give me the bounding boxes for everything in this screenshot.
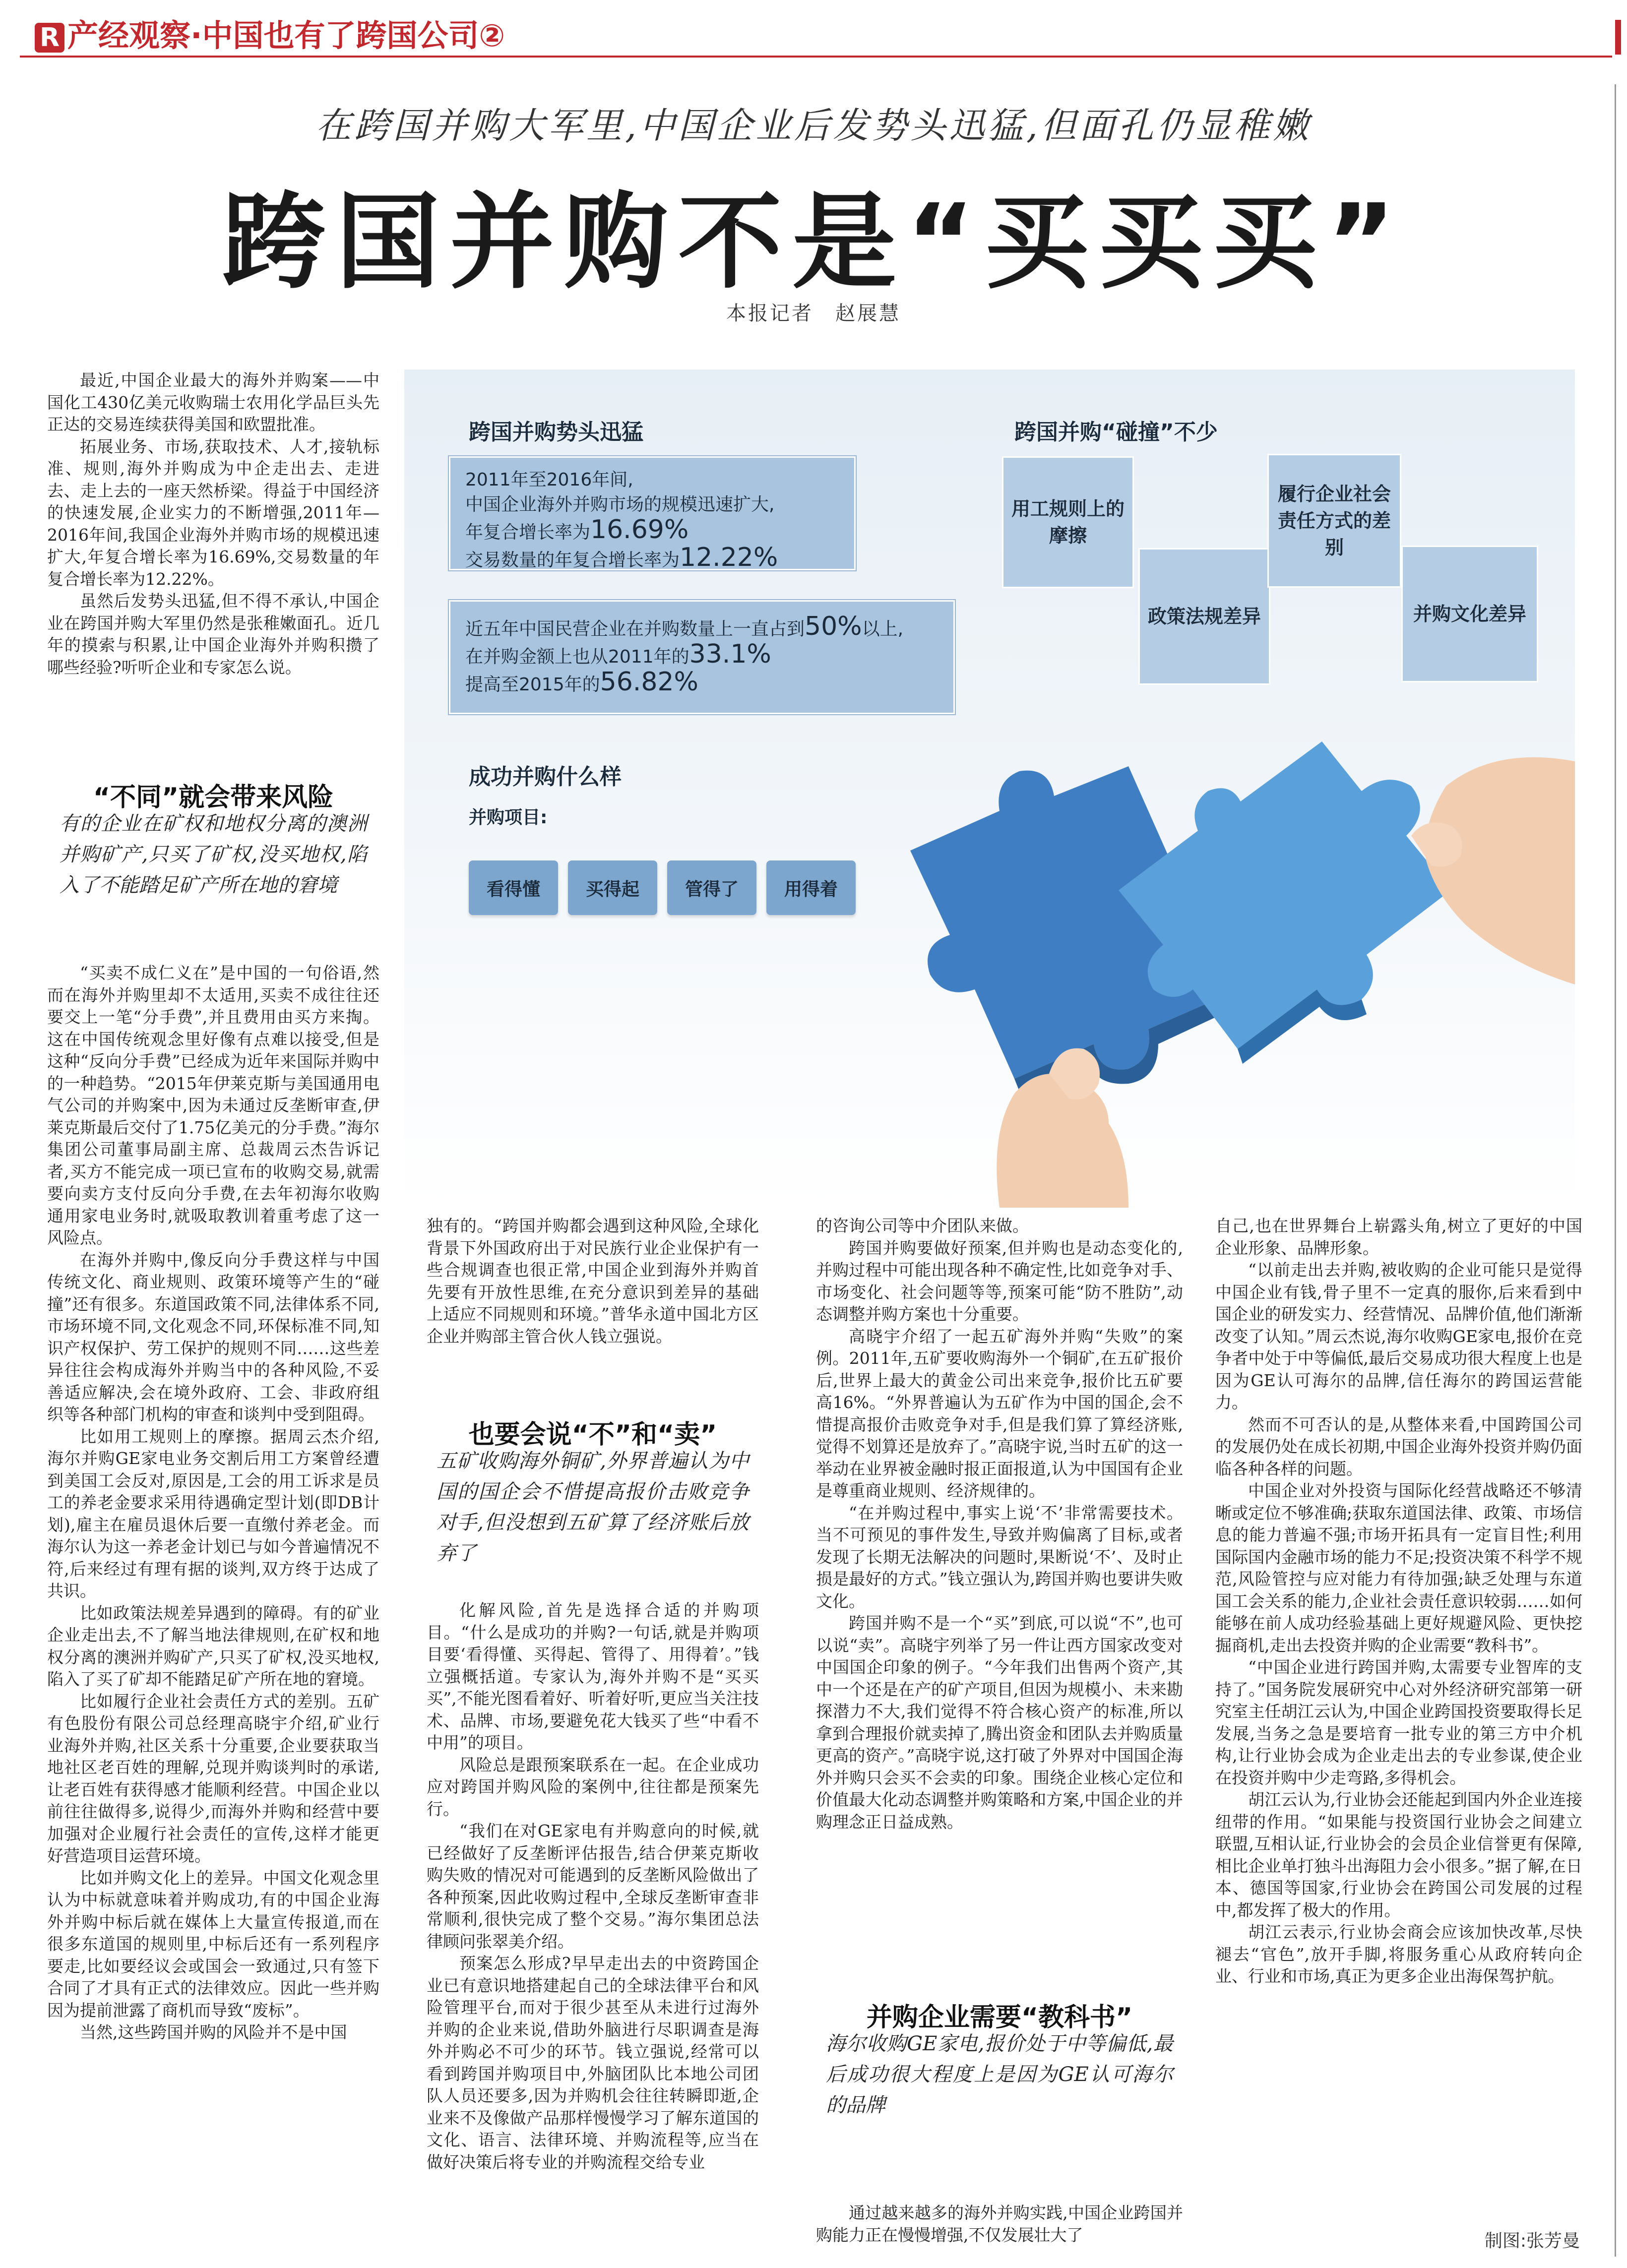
success-item-1: 看得懂 xyxy=(469,860,558,915)
paragraph: 高晓宇介绍了一起五矿海外并购“失败”的案例。2011年,五矿要收购海外一个铜矿,在五矿报价后,世界上最大的黄金公司出来竞争,报价比五矿要高16%。“外界普遍认为五矿作为中国的国企,会不惜提高报价击败竞争对手,但是我们算了算经济账,觉得不划算还是放弃了。”高晓宇说,当时五矿的这一举动在业界被金融时报正面报道,认为中国国有企业是尊重商业规则、经济规律的。 xyxy=(816,1326,1183,1500)
trend-box1-value: 12.22% xyxy=(680,543,778,572)
section-title: 产经观察·中国也有了跨国公司② xyxy=(67,17,505,54)
body-column-3b xyxy=(816,2202,1183,2252)
collision-title: 跨国并购“碰撞”不少 xyxy=(1014,420,1218,445)
collision-item-4: 并购文化差异 xyxy=(1401,546,1538,682)
paragraph: 预案怎么形成?早早走出去的中资跨国企业已有意识地搭建起自己的全球法律平台和风险管理平台,而对于很少甚至从未进行过海外并购的企业来说,借助外脑进行尽职调查是海外并购必不可少的环节。钱立强说,经常可以看到跨国并购项目中,外脑团队比本地公司团队人员还要多,因为并购机会往往转瞬即逝,企业来不及像做产品那样慢慢学习了解东道国的文化、语言、法律环境、并购流程等,应当在做好决策后将专业的并购流程交给专业 xyxy=(427,1954,759,2172)
paragraph: “以前走出去并购,被收购的企业可能只是觉得中国企业有钱,骨子里不一定真的服你,后来看到中国企业的研发实力、经营情况、品牌价值,他们渐渐改变了认知。”周云杰说,海尔收购GE家电,报价在竞争者中处于中等偏低,最后交易成功很大程度上也是因为GE认可海尔的品牌,信任海尔的跨国运营能力。 xyxy=(1215,1260,1582,1412)
intro-column xyxy=(47,369,379,678)
trend-box2-value: 33.1% xyxy=(689,639,771,669)
body-column-1 xyxy=(47,962,379,2252)
infographic xyxy=(404,369,1575,1208)
trend-box1-line: 中国企业海外并购市场的规模迅速扩大, xyxy=(465,494,775,515)
trend-box-1 xyxy=(449,456,856,570)
article-headline: 跨国并购不是“买买买” xyxy=(221,182,1406,303)
trend-box1-text: 交易数量的年复合增长率为 xyxy=(465,550,680,570)
section1-title: “不同”就会带来风险 xyxy=(93,783,334,812)
trend-box2-text: 以上, xyxy=(862,619,904,639)
trend-box1-text: 年复合增长率为 xyxy=(465,522,591,543)
paragraph: 中国企业对外投资与国际化经营战略还不够清晰或定位不够准确;获取东道国法律、政策、市场信息的能力普遍不强;市场开拓具有一定盲目性;利用国际国内金融市场的能力不足;投资决策不科学不规范,风险管控与应对能力有待加强;缺乏处理与东道国工会关系的能力,企业社会责任意识较弱……如何能够在前人成功经验基础上更好规避风险、更快挖掘商机,走出去投资并购的企业需要“教科书”。 xyxy=(1215,1481,1582,1655)
section-header xyxy=(35,11,505,55)
paragraph: 比如用工规则上的摩擦。据周云杰介绍,海尔并购GE家电业务交割后用工方案曾经遭到美国工会反对,原因是,工会的用工诉求是员工的养老金要求采用待遇确定型计划(即DB计划),雇主在雇员退休后要一直缴付养老金。而海尔认为这一养老金计划已与如今普遍情况不符,后来经过有理有据的谈判,双方终于达成了共识。 xyxy=(47,1426,379,1600)
paragraph: 化解风险,首先是选择合适的并购项目。“什么是成功的并购?一句话,就是并购项目要‘看得懂、买得起、管得了、用得着’。”钱立强概括道。专家认为,海外并购不是“买买买”,不能光图看着好、听着好听,更应当关注技术、品牌、市场,要避免花大钱买了些“中看不中用”的项目。 xyxy=(427,1600,759,1752)
body-column-4 xyxy=(1215,1215,1582,2217)
graphic-credit: 制图:张芳曼 xyxy=(1484,2231,1580,2251)
trend-box2-text: 在并购金额上也从2011年的 xyxy=(465,647,689,667)
trend-box2-line xyxy=(465,639,939,670)
paragraph: 胡江云认为,行业协会还能起到国内外企业连接纽带的作用。“如果能与投资国行业协会之间建立联盟,互相认证,行业协会的会员企业信誉更有保障,相比企业单打独斗出海阻力会小很多。”据了解,在日本、德国等国家,行业协会在跨国公司发展的过程中,都发挥了极大的作用。 xyxy=(1215,1790,1582,1920)
success-item-2: 买得起 xyxy=(568,860,657,915)
trend-box2-text: 近五年中国民营企业在并购数量上一直占到 xyxy=(465,619,805,639)
paragraph: “买卖不成仁义在”是中国的一句俗语,然而在海外并购里却不太适用,买卖不成往往还要交上一笔“分手费”,并且费用由买方来掏。这在中国传统观念里好像有点难以接受,但是这种“反向分手费”已经成为近年来国际并购中的一种趋势。“2015年伊莱克斯与美国通用电气公司的并购案中,因为未通过反垄断审查,伊莱克斯最后交付了1.75亿美元的分手费。”海尔集团公司董事局副主席、总裁周云杰告诉记者,买方不能完成一项已宣布的收购交易,就需要向卖方支付反向分手费,在去年初海尔收购通用家电业务时,就吸取教训着重考虑了这一风险点。 xyxy=(47,963,379,1247)
section2-deck: 五矿收购海外铜矿,外界普遍认为中国的国企会不惜提高报价击败竞争对手,但没想到五矿算了经济账后放弃了 xyxy=(437,1450,749,1565)
trend-box2-value: 56.82% xyxy=(600,667,698,697)
intro-paragraph-1: 最近,中国企业最大的海外并购案——中国化工430亿美元收购瑞士农用化学品巨头先正达的交易连续获得美国和欧盟批准。 xyxy=(47,370,379,434)
paragraph: 比如并购文化上的差异。中国文化观念里认为中标就意味着并购成功,有的中国企业海外并购中标后就在媒体上大量宣传报道,而在很多东道国的规则里,中标后还有一系列程序要走,比如要经议会或国会一致通过,只有签下合同了才具有正式的法律效应。因此一些并购因为提前泄露了商机而导致“废标”。 xyxy=(47,1868,379,2020)
paragraph: 胡江云表示,行业协会商会应该加快改革,尽快褪去“官色”,放开手脚,将服务重心从政府转向企业、行业和市场,真正为更多企业出海保驾护航。 xyxy=(1215,1922,1582,1986)
paragraph: 通过越来越多的海外并购实践,中国企业跨国并购能力正在慢慢增强,不仅发展壮大了 xyxy=(816,2203,1183,2245)
trend-box1-value: 16.69% xyxy=(590,515,689,545)
page-edge-marker xyxy=(1615,20,1621,55)
body-column-2a xyxy=(427,1215,759,1404)
section1-deck: 有的企业在矿权和地权分离的澳洲并购矿产,只买了矿权,没买地权,陷入了不能踏足矿产所在地的窘境 xyxy=(60,812,367,897)
section3-title: 并购企业需要“教科书” xyxy=(866,2003,1133,2032)
column-border xyxy=(1615,84,1616,2257)
paragraph: 跨国并购不是一个“买”到底,可以说“不”,也可以说“卖”。高晓宇列举了另一件让西方国家改变对中国国企印象的例子。“今年我们出售两个资产,其中一个还是在产的矿产项目,但因为规模小、未来勘探潜力不大,我们觉得不符合核心资产的标准,所以拿到合理报价就卖掉了,腾出资金和团队去并购质量更高的资产。”高晓宇说,这打破了外界对中国国企海外并购只会买不会卖的印象。围绕企业核心定位和价值最大化动态调整并购策略和方案,中国企业的并购理念正日益成熟。 xyxy=(816,1613,1183,1832)
success-label: 并购项目: xyxy=(469,807,548,828)
paragraph: “我们在对GE家电有并购意向的时候,就已经做好了反垄断评估报告,结合伊莱克斯收购失败的情况对可能遇到的反垄断风险做出了各种预案,因此收购过程中,全球反垄断审查非常顺利,很快完成了整个交易。”海尔集团总法律顾问张翠美介绍。 xyxy=(427,1821,759,1951)
header-rule xyxy=(20,56,1612,58)
trend-box2-text: 提高至2015年的 xyxy=(465,674,600,695)
trend-title: 跨国并购势头迅猛 xyxy=(469,420,643,445)
paragraph: 比如履行企业社会责任方式的差别。五矿有色股份有限公司总经理高晓宇介绍,矿业行业海外并购,社区关系十分重要,企业要获取当地社区老百姓的理解,兑现并购谈判时的承诺,让老百姓有获得感才能顺利经营。中国企业以前往往做得多,说得少,而海外并购和经营中要加强对企业履行社会责任的宣传,这样才能更好营造项目运营环境。 xyxy=(47,1691,379,1865)
section2-title: 也要会说“不”和“卖” xyxy=(468,1420,717,1450)
trend-box1-line xyxy=(465,545,839,573)
trend-box1-line: 2011年至2016年间, xyxy=(465,470,633,490)
paragraph: 风险总是跟预案联系在一起。在企业成功应对跨国并购风险的案例中,往往都是预案先行。 xyxy=(427,1755,759,1819)
collision-item-1: 用工规则上的摩擦 xyxy=(1002,456,1134,588)
trend-box1-line xyxy=(465,517,839,545)
article-kicker: 在跨国并购大军里,中国企业后发势头迅猛,但面孔仍显稚嫩 xyxy=(315,105,1312,146)
success-item-3: 管得了 xyxy=(667,860,756,915)
body-column-2b xyxy=(427,1599,759,2254)
paragraph: “中国企业进行跨国并购,太需要专业智库的支持了。”国务院发展研究中心对外经济研究部第一研究室主任胡江云认为,中国企业跨国投资要取得长足发展,当务之急是要培育一批专业的第三方中介机构,让行业协会成为企业走出去的专业参谋,使企业在投资并购中少走弯路,多得机会。 xyxy=(1215,1657,1582,1787)
body-column-3a xyxy=(816,1215,1183,1959)
puzzle-hands-illustration xyxy=(851,687,1575,1208)
paragraph: 独有的。“跨国并购都会遇到这种风险,全球化背景下外国政府出于对民族行业企业保护有一些合规调查也很正常,中国企业到海外并购首先要有开放性思维,在充分意识到差异的基础上适应不同规则和环境。”普华永道中国北方区企业并购部主管合伙人钱立强说。 xyxy=(427,1216,759,1346)
paragraph: “在并购过程中,事实上说‘不’非常需要技术。当不可预见的事件发生,导致并购偏离了目标,或者发现了长期无法解决的问题时,果断说‘不’、及时止损是最好的方式。”钱立强认为,跨国并购也要讲失败文化。 xyxy=(816,1503,1183,1611)
intro-paragraph-2: 拓展业务、市场,获取技术、人才,接轨标准、规则,海外并购成为中企走出去、走进去、走上去的一座天然桥梁。得益于中国经济的快速发展,企业实力的不断增强,2011年—2016年间,我国企业海外并购市场的规模迅速扩大,年复合增长率为16.69%,交易数量的年复合增长率为12.22%。 xyxy=(47,436,379,589)
paragraph: 然而不可否认的是,从整体来看,中国跨国公司的发展仍处在成长初期,中国企业海外投资并购仍面临各种各样的问题。 xyxy=(1215,1414,1582,1478)
paragraph: 在海外并购中,像反向分手费这样与中国传统文化、商业规则、政策环境等产生的“碰撞”还有很多。东道国政策不同,法律体系不同,市场环境不同,文化观念不同,环保标准不同,知识产权保护、劳工保护的规则不同……这些差异往往会构成海外并购当中的各种风险,不妥善适应解决,会在境外政府、工会、非政府组织等各种部门机构的审查和谈判中受到阻碍。 xyxy=(47,1250,379,1424)
collision-item-2: 政策法规差异 xyxy=(1138,548,1270,685)
paragraph: 跨国并购要做好预案,但并购也是动态变化的,并购过程中可能出现各种不确定性,比如竞争对手、市场变化、社会问题等等,预案可能“防不胜防”,动态调整并购方案也十分重要。 xyxy=(816,1238,1183,1324)
paragraph: 自己,也在世界舞台上崭露头角,树立了更好的中国企业形象、品牌形象。 xyxy=(1215,1216,1582,1258)
trend-box2-value: 50% xyxy=(805,612,862,641)
paragraph: 当然,这些跨国并购的风险并不是中国 xyxy=(80,2023,347,2042)
trend-box2-line xyxy=(465,614,939,642)
intro-paragraph-3: 虽然后发势头迅猛,但不得不承认,中国企业在跨国并购大军里仍然是张稚嫩面孔。近几年的摸索与积累,让中国企业海外并购积攒了哪些经验?听听企业和专家怎么说。 xyxy=(47,591,379,677)
section3-deck: 海尔收购GE家电,报价处于中等偏低,最后成功很大程度上是因为GE认可海尔的品牌 xyxy=(826,2032,1173,2117)
paragraph: 比如政策法规差异遇到的障碍。有的矿业企业走出去,不了解当地法律规则,在矿权和地权分离的澳洲并购矿产,只买了矿权,没买地权,陷入了买了矿却不能踏足矿产所在地的窘境。 xyxy=(47,1603,379,1689)
article-byline: 本报记者 赵展慧 xyxy=(726,302,901,325)
section-logo-icon: R xyxy=(35,23,64,53)
success-title: 成功并购什么样 xyxy=(469,764,622,790)
success-item-4: 用得着 xyxy=(766,860,856,915)
paragraph: 的咨询公司等中介团队来做。 xyxy=(816,1216,1029,1235)
collision-item-3: 履行企业社会责任方式的差别 xyxy=(1267,454,1401,588)
